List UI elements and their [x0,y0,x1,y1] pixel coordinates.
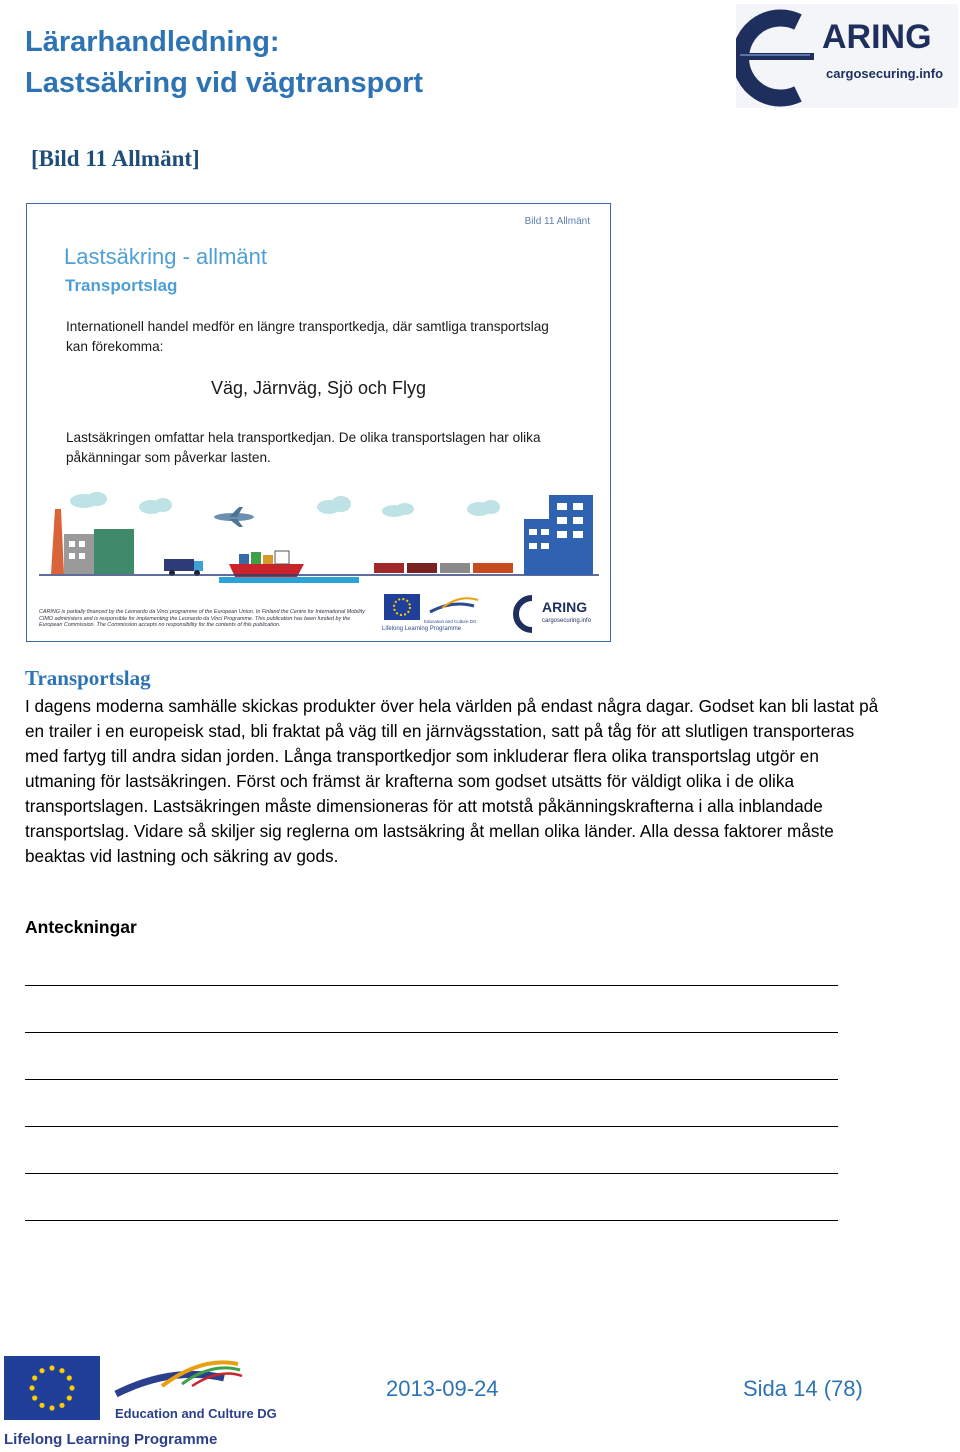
caring-logo-url: cargosecuring.info [826,66,944,81]
notes-heading: Anteckningar [25,917,137,937]
footer-page-number: Sida 14 (78) [743,1376,863,1401]
slide-transport-modes: Väg, Järnväg, Sjö och Flyg [210,378,427,398]
slide-text-intro: Internationell handel medför en längre transportkedja, där samtliga transportslag kan förekomma: [66,319,549,354]
footer-date: 2013-09-24 [386,1376,499,1401]
slide-subtitle: Transportslag [65,276,178,295]
note-line[interactable] [25,1032,838,1033]
note-line[interactable] [25,985,838,986]
transport-illustration [39,489,599,589]
note-line[interactable] [25,1079,838,1080]
slide-funding-note: CARING is partially financed by the Leonardo da Vinci programme of the European Union. In Finland the Centre for International Mobility CIMO administers and is responsible for implementing the Leonardo da Vinci Programme. This publication has been funded by the European Commission. The Commission accepts no responsibility for the contents of this publication. [39,609,365,629]
slide-title: Lastsäkring - allmänt [64,244,267,269]
caring-logo [736,4,958,108]
footer-llp-text: Lifelong Learning Programme [4,1431,218,1448]
body-paragraph: I dagens moderna samhälle skickas produkter över hela världen på endast några dagar. Godset kan bli lastat på en trailer i en europeisk stad, bli fraktat på väg till en järnvägsstation, satt på tåg för att slutligen transporteras med fartyg till andra sidan jorden. Långa transportkedjor som inkluderar flera olika transportslag utgör en utmaning för lastsäkringen. Först och främst är krafterna som godset utsätts för väldigt olika i de olika transportslagen. Lastsäkringen måste dimensioneras för att motstå påkänningskrafterna i alla inblandade transportslag. Vidare så skiljer sig reglerna om lastsäkring åt mellan olika länder. Alla dessa faktorer måste beaktas vid lastning och säkring av gods. [25,696,879,866]
slide-logo-llp: Lifelong Learning Programme [382,626,462,632]
slide-caring-logo-url: cargosecuring.info [542,618,592,624]
note-line[interactable] [25,1220,838,1221]
note-line[interactable] [25,1126,838,1127]
slide-logo-eac: Education and Culture DG [424,619,477,624]
caring-logo-text: ARING [822,18,932,56]
factory-icon [51,509,134,574]
slide-image [26,203,611,642]
clouds [70,492,500,517]
document-title [25,22,423,104]
eu-flag-icon [4,1356,100,1420]
airplane-icon [214,507,254,527]
slide-logos [382,592,602,636]
slide-caring-logo-text: ARING [542,599,588,615]
water [219,577,359,583]
train-icon [374,563,513,573]
city-buildings-icon [524,495,593,575]
truck-icon [164,559,203,576]
document-title-line1: Lärarhandledning: [25,26,280,58]
section-heading: Transportslag [25,666,151,690]
slide-reference: [Bild 11 Allmänt] [31,146,200,171]
document-title-line2: Lastsäkring vid vägtransport [25,67,424,99]
slide-tag: Bild 11 Allmänt [524,216,590,227]
ship-icon [229,551,304,577]
note-line[interactable] [25,1173,838,1174]
footer-eac-text: Education and Culture DG [115,1406,277,1421]
slide-text-chain: Lastsäkringen omfattar hela transportkedjan. De olika transportslagen har olika påkänningar som påverkar lasten. [66,430,541,465]
